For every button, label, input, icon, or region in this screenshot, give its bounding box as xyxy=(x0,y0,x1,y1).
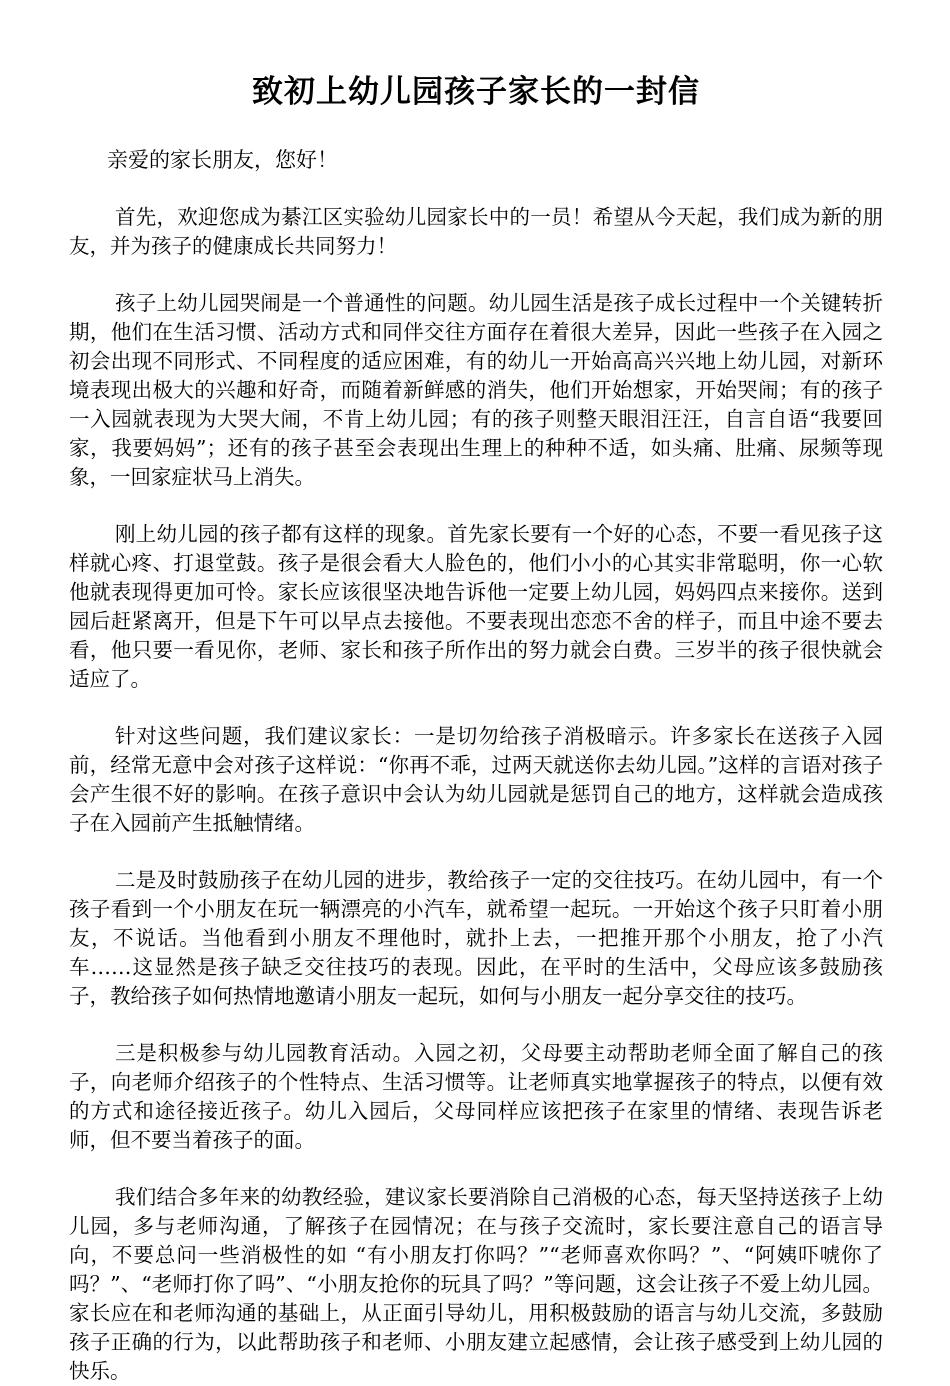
salutation: 亲爱的家长朋友，您好！ xyxy=(107,148,338,172)
paragraph-suggestion-one: 针对这些问题，我们建议家长：一是切勿给孩子消极暗示。许多家长在送孩子入园前，经常无意中会对孩子这样说：“你再不乖，过两天就送你去幼儿园。”这样的言语对孩子会产生很不好的影响。在孩子意识中会认为幼儿园就是惩罚自己的地方，这样就会造成孩子在入园前产生抵触情绪。 xyxy=(69,724,883,835)
paragraph-welcome: 首先，欢迎您成为綦江区实验幼儿园家长中的一员！希望从今天起，我们成为新的朋友，并为孩子的健康成长共同努力！ xyxy=(69,205,883,258)
paragraph-suggestion-three: 三是积极参与幼儿园教育活动。入园之初，父母要主动帮助老师全面了解自己的孩子，向老师介绍孩子的个性特点、生活习惯等。让老师真实地掌握孩子的特点，以便有效的方式和途径接近孩子。幼儿入园后，父母同样应该把孩子在家里的情绪、表现告诉老师，但不要当着孩子的面。 xyxy=(69,1041,883,1152)
paragraph-crying-issue: 孩子上幼儿园哭闹是一个普通性的问题。幼儿园生活是孩子成长过程中一个关键转折期，他们在生活习惯、活动方式和同伴交往方面存在着很大差异，因此一些孩子在入园之初会出现不同形式、不同程度的适应困难，有的幼儿一开始高高兴兴地上幼儿园，对新环境表现出极大的兴趣和好奇，而随着新鲜感的消失，他们开始想家，开始哭闹；有的孩子一入园就表现为大哭大闹，不肯上幼儿园；有的孩子则整天眼泪汪汪，自言自语“我要回家，我要妈妈”；还有的孩子甚至会表现出生理上的种种不适，如头痛、肚痛、尿频等现象，一回家症状马上消失。 xyxy=(69,291,883,489)
paragraph-suggestion-two: 二是及时鼓励孩子在幼儿园的进步，教给孩子一定的交往技巧。在幼儿园中，有一个孩子看到一个小朋友在玩一辆漂亮的小汽车，就希望一起玩。一开始这个孩子只盯着小朋友，不说话。当他看到小朋友不理他时，就扑上去，一把推开那个小朋友，抢了小汽车……这显然是孩子缺乏交往技巧的表现。因此，在平时的生活中，父母应该多鼓励孩子，教给孩子如何热情地邀请小朋友一起玩，如何与小朋友一起分享交往的技巧。 xyxy=(69,868,883,1008)
paragraph-conclusion: 我们结合多年来的幼教经验，建议家长要消除自己消极的心态，每天坚持送孩子上幼儿园，多与老师沟通，了解孩子在园情况；在与孩子交流时，家长要注意自己的语言导向，不要总问一些消极性的如 “有小朋友打你吗？”“老师喜欢你吗？”、“阿姨吓唬你了吗？”、“老师打你了吗”、“小朋友抢你的玩具了吗？”等问题，这会让孩子不爱上幼儿园。家长应在和老师沟通的基础上，从正面引导幼儿，用积极鼓励的语言与幼儿交流，多鼓励孩子正确的行为，以此帮助孩子和老师、小朋友建立起感情，会让孩子感受到上幼儿园的快乐。 xyxy=(69,1185,883,1383)
paragraph-parent-attitude: 刚上幼儿园的孩子都有这样的现象。首先家长要有一个好的心态，不要一看见孩子这样就心疼、打退堂鼓。孩子是很会看大人脸色的，他们小小的心其实非常聪明，你一心软他就表现得更加可怜。家长应该很坚决地告诉他一定要上幼儿园，妈妈四点来接你。送到园后赶紧离开，但是下午可以早点去接他。不要表现出恋恋不舍的样子，而且中途不要去看，他只要一看见你，老师、家长和孩子所作出的努力就会白费。三岁半的孩子很快就会适应了。 xyxy=(69,522,883,691)
letter-page xyxy=(69,72,883,1386)
letter-title: 致初上幼儿园孩子家长的一封信 xyxy=(252,74,700,110)
